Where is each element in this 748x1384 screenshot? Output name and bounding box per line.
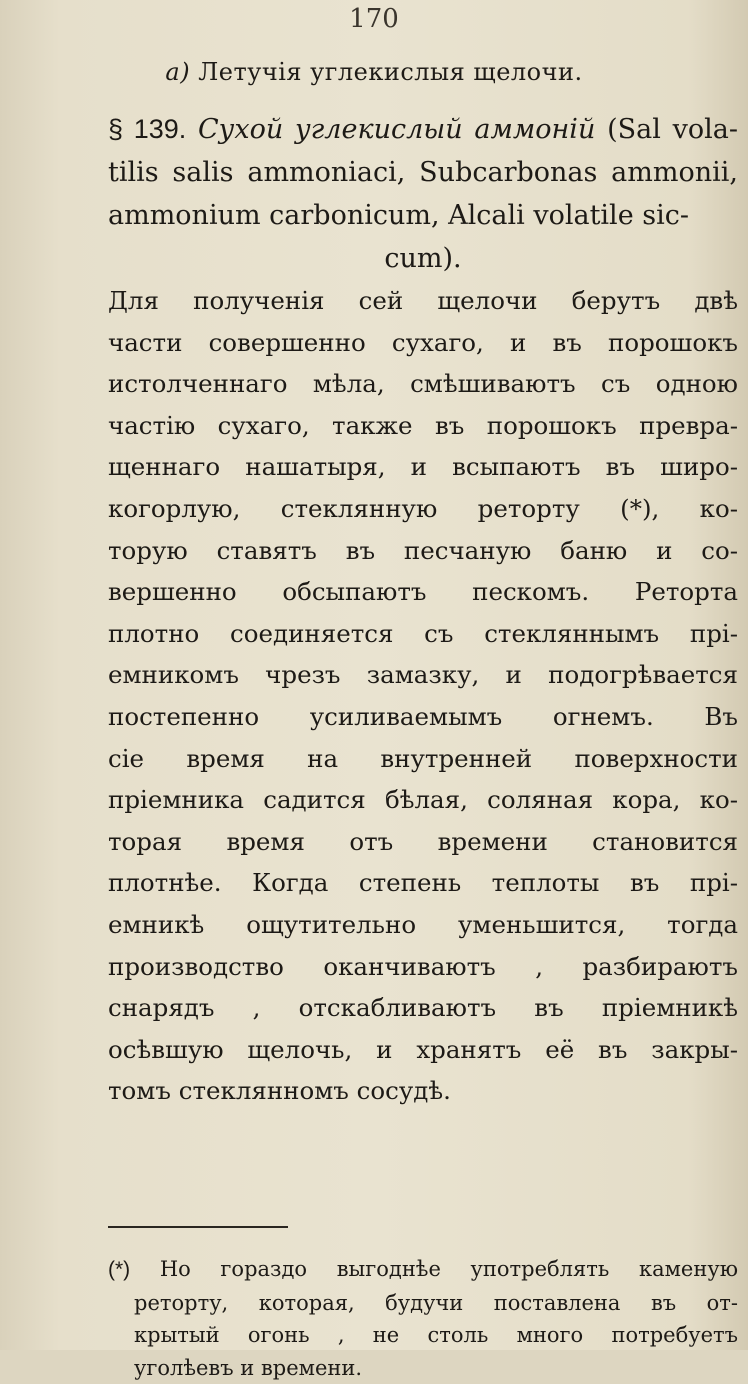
footnote (108, 1253, 738, 1384)
page-number: 170 (0, 4, 748, 34)
body-line: осѣвшую щелочь, и хранятъ её въ закры- (108, 1029, 738, 1071)
body-line: торую ставятъ въ песчаную баню и со- (108, 530, 738, 572)
body-line: снарядъ , отскабливаютъ въ пріемникѣ (108, 987, 738, 1029)
paragraph-title-russian: Сухой углекислый аммоній (198, 114, 595, 145)
section-heading-text: Летучія углекислыя щелочи. (198, 58, 582, 86)
body-line: истолченнаго мѣла, смѣшиваютъ съ одною (108, 363, 738, 405)
body-line: торая время отъ времени становится (108, 821, 738, 863)
body-line: емникѣ ощутительно уменьшится, тогда (108, 904, 738, 946)
body-text (108, 280, 738, 1112)
footnote-line: крытый огонь , не столь много потребуетъ (108, 1319, 738, 1352)
footnote-mark: (*) (108, 1258, 130, 1281)
paragraph-title-latin-line: cum). (108, 237, 738, 280)
footnote-divider (108, 1226, 288, 1228)
body-line: когорлую, стеклянную реторту (*), ко- (108, 488, 738, 530)
footnote-line-text: Но гораздо выгоднѣе употреблять каменую (160, 1257, 738, 1281)
footnote-line (108, 1253, 738, 1287)
paragraph-title (108, 108, 738, 280)
body-line: емникомъ чрезъ замазку, и подогрѣвается (108, 654, 738, 696)
paragraph-title-latin-line: (Sal vola- (607, 114, 738, 145)
body-line: щеннаго нашатыря, и всыпаютъ въ широ- (108, 446, 738, 488)
body-line: сіе время на внутренней поверхности (108, 738, 738, 780)
body-line: частію сухаго, также въ порошокъ превра- (108, 405, 738, 447)
paragraph-title-latin-line: ammonium carbonicum, Alcali volatile sic- (108, 200, 689, 231)
body-line: плотно соединяется съ стекляннымъ прі- (108, 613, 738, 655)
body-line: пріемника садится бѣлая, соляная кора, ко- (108, 779, 738, 821)
section-heading (0, 58, 748, 86)
body-line: Для полученія сей щелочи берутъ двѣ (108, 280, 738, 322)
body-line: томъ стеклянномъ сосудѣ. (108, 1070, 738, 1112)
footnote-line: уголѣевъ и времени. (108, 1352, 738, 1384)
body-line: вершенно обсыпаютъ пескомъ. Реторта (108, 571, 738, 613)
paragraph-title-latin-line: tilis salis ammoniaci, Subcarbonas ammonii, (108, 157, 738, 188)
body-line: постепенно усиливаемымъ огнемъ. Въ (108, 696, 738, 738)
body-line: части совершенно сухаго, и въ порошокъ (108, 322, 738, 364)
paragraph-number: § 139. (108, 114, 186, 144)
footnote-line: реторту, которая, будучи поставлена въ от- (108, 1287, 738, 1320)
body-line: производство оканчиваютъ , разбираютъ (108, 946, 738, 988)
body-line: плотнѣе. Когда степень теплоты въ прі- (108, 862, 738, 904)
section-heading-lead: а) (165, 58, 190, 86)
